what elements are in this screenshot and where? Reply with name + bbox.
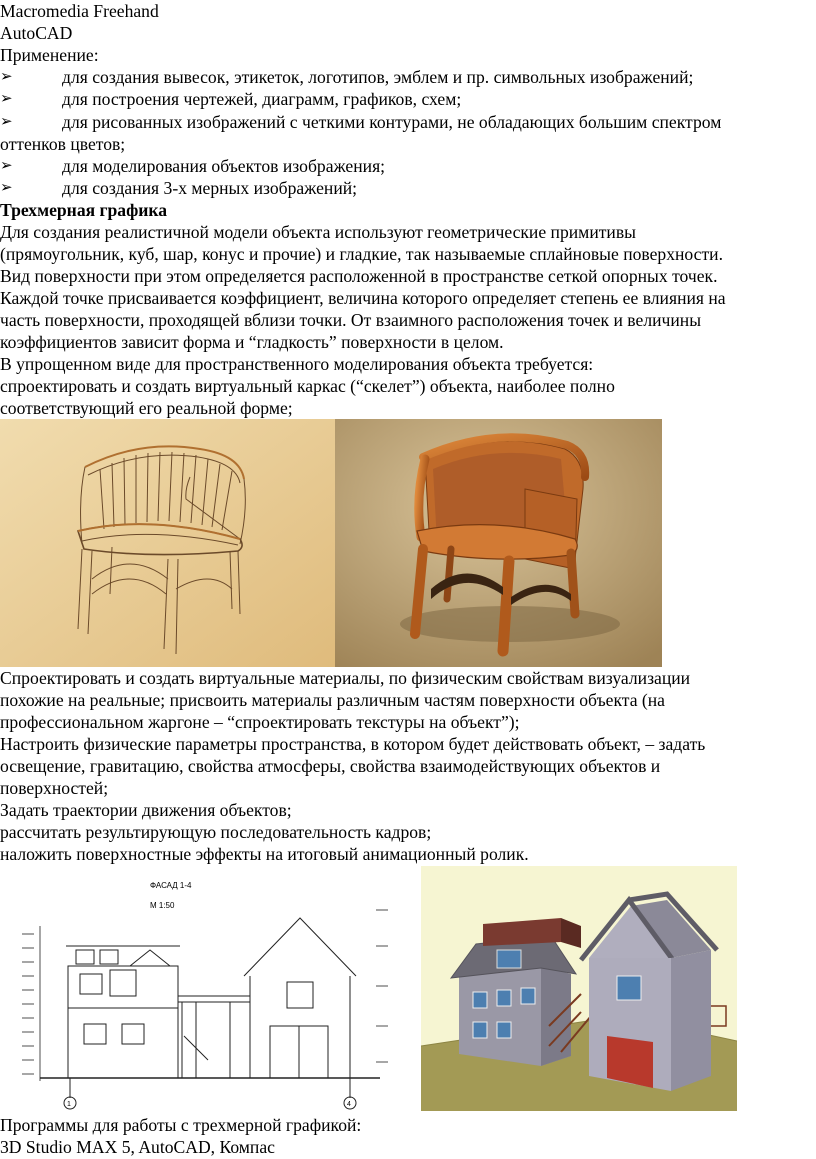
bullet-text: для создания 3-х мерных изображений; [62,178,358,198]
arrow-bullet-icon: ➢ [0,180,13,196]
bullet-text: для рисованных изображений с четкими контурами, не обладающих большим спектром [62,112,722,132]
text-line: профессиональном жаргоне – “спроектировать текстуры на объект”); [0,712,520,732]
footer-line-1: Программы для работы с трехмерной графикой: [0,1115,362,1135]
text-line: рассчитать результирующую последовательность кадров; [0,822,432,842]
chair-rendered-image [335,419,662,667]
text-line: Каждой точке присваивается коэффициент, величина которого определяет степень ее влияния на [0,288,726,308]
usage-label: Применение: [0,45,99,65]
chair-wireframe-image [0,419,335,667]
text-line: освещение, гравитацию, свойства атмосферы, свойства взаимодействующих объектов и [0,756,661,776]
text-line: спроектировать и создать виртуальный каркас (“скелет”) объекта, наиболее полно [0,376,615,396]
text-line: Задать траектории движения объектов; [0,800,292,820]
bullet-text-continuation: оттенков цветов; [0,134,126,154]
section-title: Трехмерная графика [0,200,168,220]
header-line-2: AutoCAD [0,23,73,43]
text-line: похожие на реальные; присвоить материалы различным частям поверхности объекта (на [0,690,665,710]
bullet-text: для моделирования объектов изображения; [62,156,386,176]
bullet-text: для создания вывесок, этикеток, логотипов, эмблем и пр. символьных изображений; [62,67,694,87]
text-line: коэффициентов зависит форма и “гладкость” поверхности в целом. [0,332,504,352]
text-line: соответствующий его реальной форме; [0,398,293,418]
drawing-scale: М 1:50 [150,901,175,910]
header-line-1: Macromedia Freehand [0,1,159,21]
axis-label-left: 1 [67,1101,71,1108]
arrow-bullet-icon: ➢ [0,114,13,130]
text-line: Спроектировать и создать виртуальные материалы, по физическим свойствам визуализации [0,668,691,688]
text-line: Для создания реалистичной модели объекта используют геометрические примитивы [0,222,636,242]
house-render-image [421,866,737,1111]
drawing-title: ФАСАД 1-4 [150,881,192,890]
facade-drawing-image [0,866,418,1111]
arrow-bullet-icon: ➢ [0,158,13,174]
footer-line-2: 3D Studio MAX 5, AutoCAD, Компас [0,1137,275,1157]
text-line: (прямоугольник, куб, шар, конус и прочие) и гладкие, так называемые сплайновые поверхности. [0,244,723,264]
text-line: В упрощенном виде для пространственного моделирования объекта требуется: [0,354,594,374]
text-line: наложить поверхностные эффекты на итоговый анимационный ролик. [0,844,529,864]
arrow-bullet-icon: ➢ [0,69,13,85]
arrow-bullet-icon: ➢ [0,91,13,107]
bullet-text: для построения чертежей, диаграмм, графиков, схем; [62,89,462,109]
text-line: поверхностей; [0,778,109,798]
text-line: Вид поверхности при этом определяется расположенной в пространстве сеткой опорных точек. [0,266,718,286]
text-line: часть поверхности, проходящей вблизи точки. От взаимного расположения точек и величины [0,310,702,330]
axis-label-right: 4 [347,1101,351,1108]
text-line: Настроить физические параметры пространства, в котором будет действовать объект, – задать [0,734,706,754]
